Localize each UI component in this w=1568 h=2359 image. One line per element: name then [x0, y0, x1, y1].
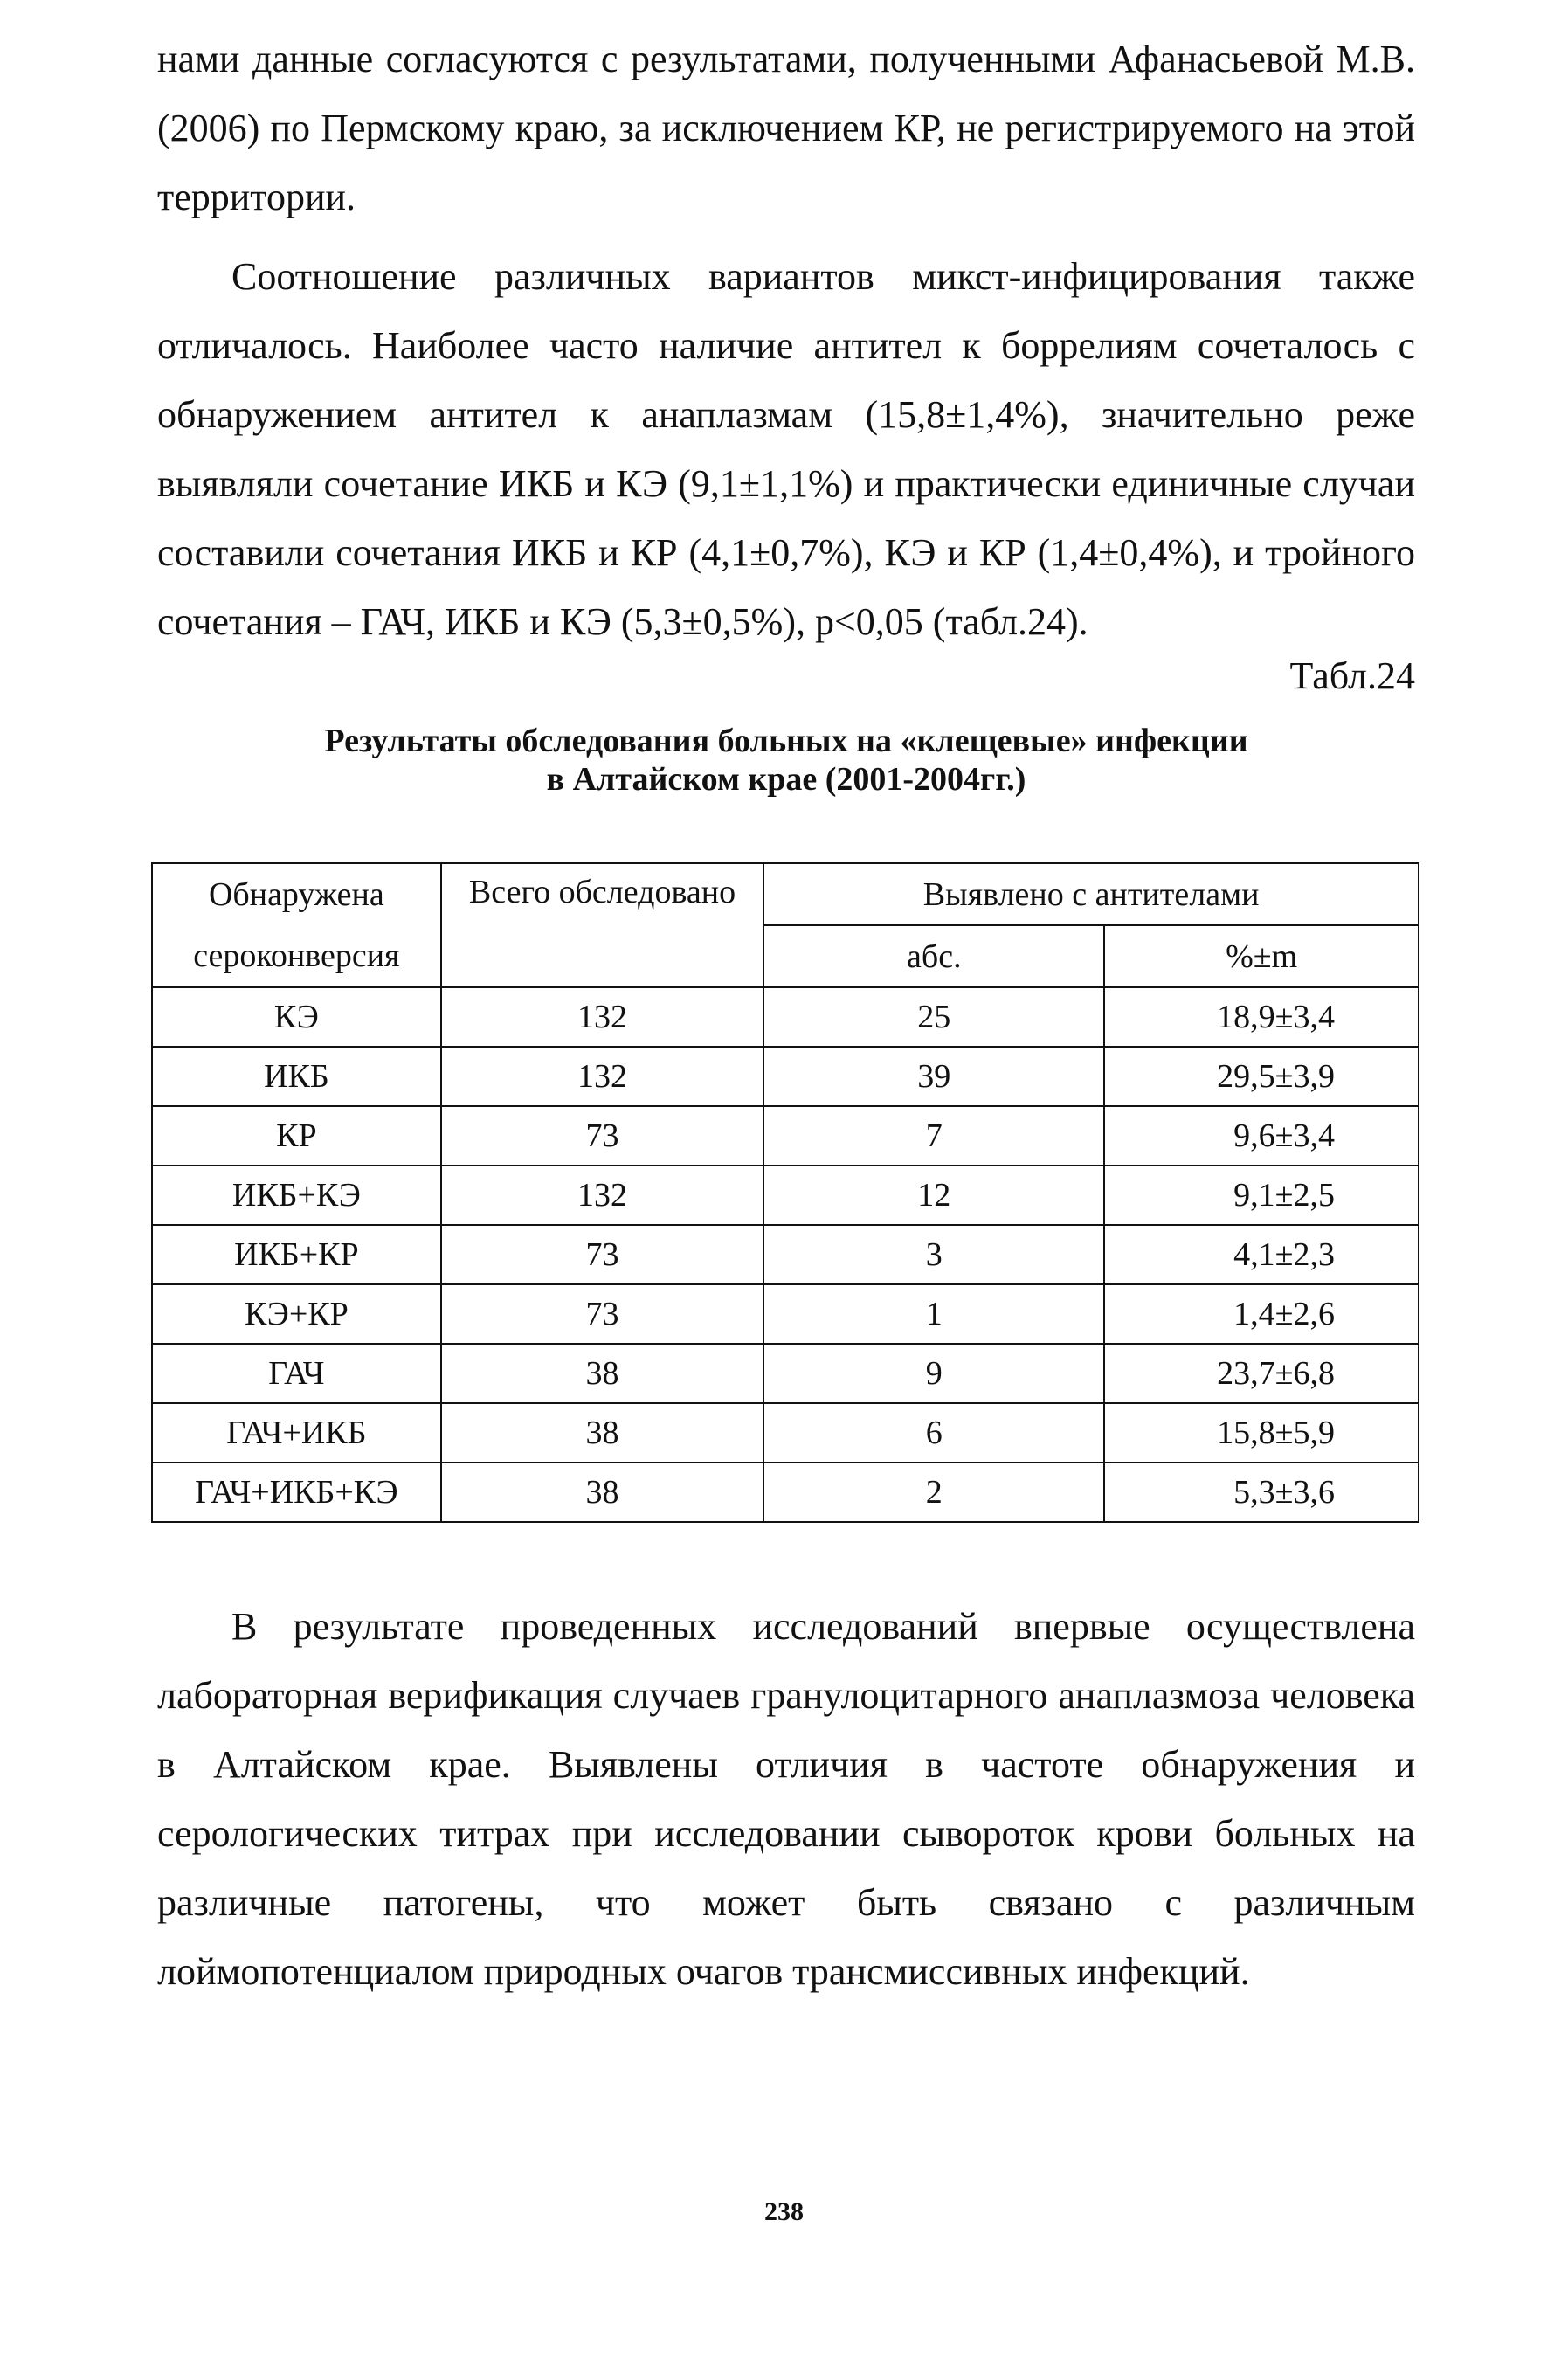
cell-abs: 1	[763, 1284, 1104, 1344]
cell-name: ИКБ	[152, 1047, 441, 1106]
cell-total: 38	[441, 1463, 764, 1522]
cell-total: 38	[441, 1403, 764, 1463]
header-percent: %±m	[1104, 925, 1419, 987]
cell-abs: 39	[763, 1047, 1104, 1106]
cell-abs: 7	[763, 1106, 1104, 1166]
paragraph-mixed-infection: Соотношение различных вариантов микст-инфицирования также отличалось. Наиболее часто наличие антител к боррелиям сочеталось с обнаружением антител к анаплазмам (15,8±1,4%), значительно реже выявляли сочетание ИКБ и КЭ (9,1±1,1%) и практически единичные случаи составили сочетания ИКБ и КР (4,1±0,7%), КЭ и КР (1,4±0,4%), и тройного сочетания – ГАЧ, ИКБ и КЭ (5,3±0,5%), р<0,05 (табл.24).	[157, 255, 1415, 643]
table-label: Табл.24	[1289, 654, 1415, 697]
cell-abs: 25	[763, 987, 1104, 1047]
cell-total: 132	[441, 1166, 764, 1225]
cell-percent: 18,9±3,4	[1104, 987, 1419, 1047]
table-row	[152, 1225, 1419, 1284]
header-detected-antibodies: Выявлено с антителами	[763, 863, 1419, 925]
cell-total: 132	[441, 1047, 764, 1106]
table-row	[152, 1284, 1419, 1344]
text-block-top	[157, 24, 1415, 656]
table-caption-line-1: Результаты обследования больных на «клещевые» инфекции	[324, 723, 1248, 759]
table-row	[152, 1463, 1419, 1522]
cell-percent: 23,7±6,8	[1104, 1344, 1419, 1403]
table-row	[152, 1166, 1419, 1225]
cell-name: ИКБ+КЭ	[152, 1166, 441, 1225]
page-number: 238	[764, 2197, 804, 2226]
cell-percent: 1,4±2,6	[1104, 1284, 1419, 1344]
header-abs: абс.	[763, 925, 1104, 987]
cell-name: КР	[152, 1106, 441, 1166]
cell-percent: 9,6±3,4	[1104, 1106, 1419, 1166]
cell-total: 38	[441, 1344, 764, 1403]
cell-percent: 15,8±5,9	[1104, 1403, 1419, 1463]
cell-total: 73	[441, 1284, 764, 1344]
cell-percent: 4,1±2,3	[1104, 1225, 1419, 1284]
table-row	[152, 1344, 1419, 1403]
table-caption-line-2: в Алтайском крае (2001-2004гг.)	[546, 761, 1026, 798]
cell-name: ИКБ+КР	[152, 1225, 441, 1284]
header-seroconversion: Обнаружена сероконверсия	[152, 863, 441, 987]
table-header-row	[152, 863, 1419, 925]
cell-abs: 12	[763, 1166, 1104, 1225]
results-table	[151, 862, 1419, 1523]
cell-percent: 29,5±3,9	[1104, 1047, 1419, 1106]
cell-percent: 9,1±2,5	[1104, 1166, 1419, 1225]
cell-total: 73	[441, 1106, 764, 1166]
text-block-bottom	[157, 1592, 1415, 2006]
cell-name: КЭ+КР	[152, 1284, 441, 1344]
cell-name: КЭ	[152, 987, 441, 1047]
table-row	[152, 1047, 1419, 1106]
table-row	[152, 1106, 1419, 1166]
header-total-examined: Всего обследовано	[441, 863, 764, 987]
cell-name: ГАЧ+ИКБ	[152, 1403, 441, 1463]
cell-abs: 2	[763, 1463, 1104, 1522]
table-caption	[157, 722, 1415, 799]
cell-name: ГАЧ	[152, 1344, 441, 1403]
table-row	[152, 987, 1419, 1047]
cell-name: ГАЧ+ИКБ+КЭ	[152, 1463, 441, 1522]
paragraph-conclusion: В результате проведенных исследований впервые осуществлена лабораторная верификация случаев гранулоцитарного анаплазмоза человека в Алтайском крае. Выявлены отличия в частоте обнаружения и серологических титрах при исследовании сывороток крови больных на различные патогены, что может быть связано с различным лоймопотенциалом природных очагов трансмиссивных инфекций.	[157, 1605, 1415, 1993]
cell-percent: 5,3±3,6	[1104, 1463, 1419, 1522]
cell-total: 73	[441, 1225, 764, 1284]
cell-abs: 3	[763, 1225, 1104, 1284]
table-row	[152, 1403, 1419, 1463]
cell-total: 132	[441, 987, 764, 1047]
paragraph-continuation: нами данные согласуются с результатами, полученными Афанасьевой М.В. (2006) по Пермскому краю, за исключением КР, не регистрируемого на этой территории.	[157, 38, 1415, 218]
cell-abs: 9	[763, 1344, 1104, 1403]
cell-abs: 6	[763, 1403, 1104, 1463]
